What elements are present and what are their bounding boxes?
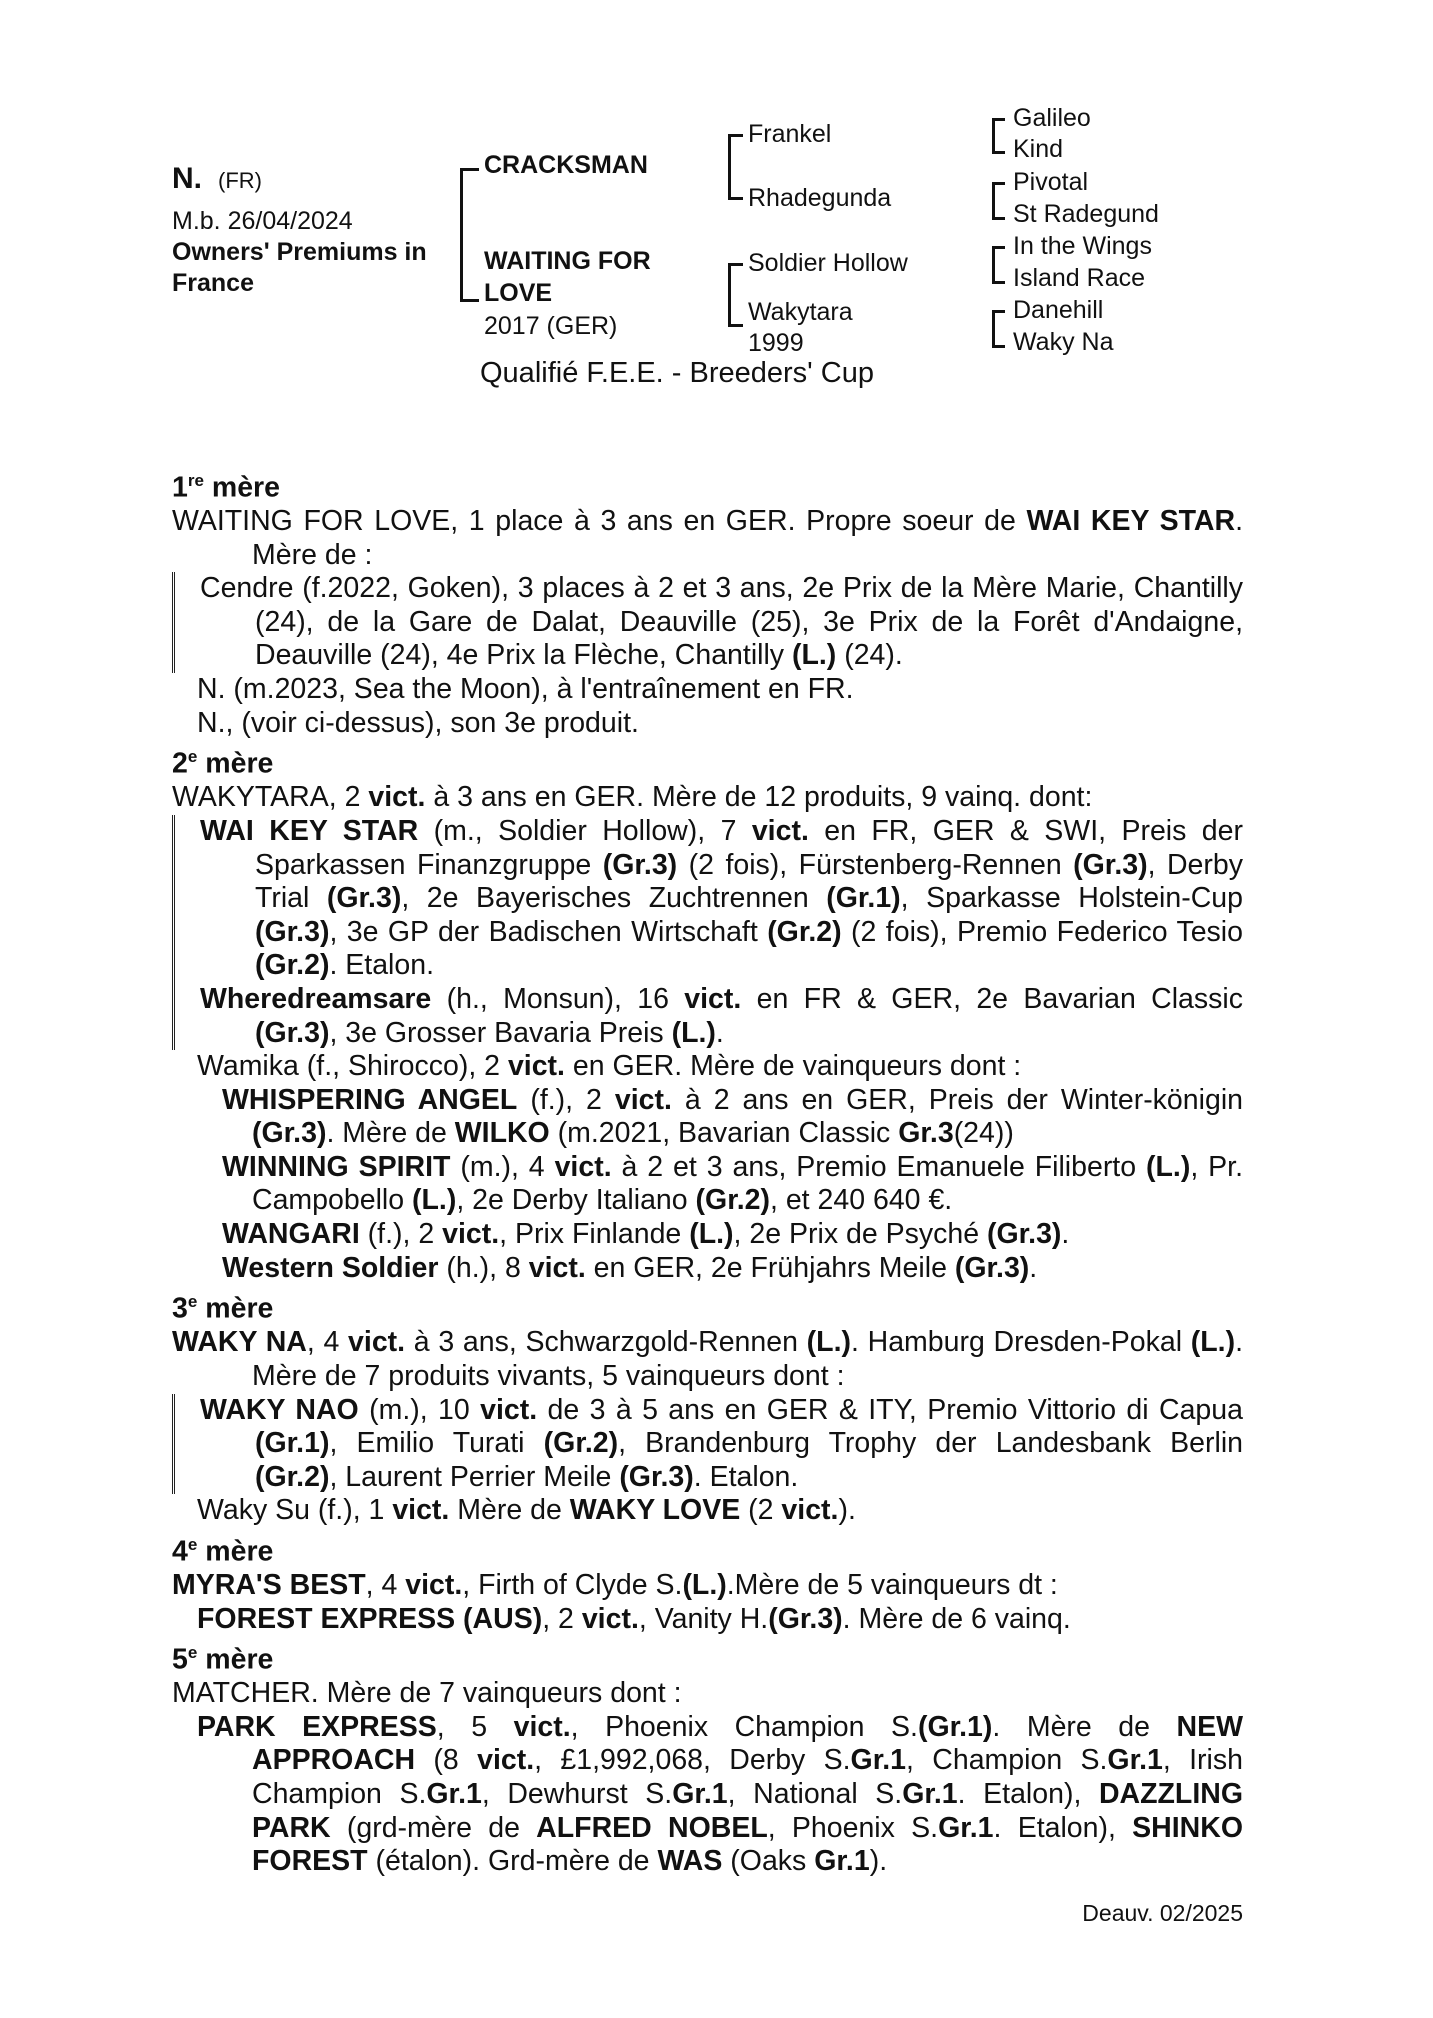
grandsire-8: Waky Na	[1013, 328, 1114, 356]
section-heading: 2e mère	[172, 747, 274, 780]
premium-label-2: France	[172, 269, 254, 297]
grandsire-3: Pivotal	[1013, 168, 1089, 196]
pedigree-bracket-main	[460, 168, 479, 302]
pedigree-paragraph: WAI KEY STAR (m., Soldier Hollow), 7 vict. en FR, GER & SWI, Preis der Sparkassen Finanzgruppe (Gr.3) (2 fois), Fürstenberg-Rennen (Gr.3), Derby Trial (Gr.3), 2e Bayerisches Zuchtrennen (Gr.1), Sparkasse Holstein-Cup (Gr.3), 3e GP der Badischen Wirtschaft (Gr.2) (2 fois), Premio Federico Tesio (Gr.2). Etalon.	[172, 815, 1243, 983]
grandsire-6: Island Race	[1013, 264, 1146, 292]
dam-dam-year: 1999	[748, 329, 804, 357]
dam-name: WAITING FOR	[484, 247, 651, 275]
section-heading: 4e mère	[172, 1534, 274, 1568]
pedigree-paragraph: Waky Su (f.), 1 vict. Mère de WAKY LOVE (2 vict.).	[197, 1494, 856, 1527]
dam-sire: Soldier Hollow	[748, 249, 908, 277]
footer-date: Deauv. 02/2025	[1082, 1900, 1243, 1926]
sire-dam: Rhadegunda	[748, 184, 892, 212]
pedigree-paragraph: WAITING FOR LOVE, 1 place à 3 ans en GER. Propre soeur de WAI KEY STAR. Mère de :	[172, 505, 1243, 571]
pedigree-paragraph: MATCHER. Mère de 7 vainqueurs dont :	[172, 1677, 682, 1710]
pedigree-bracket-dam	[728, 263, 743, 327]
sire-sire: Frankel	[748, 120, 832, 148]
horse-origin: (FR)	[218, 168, 262, 193]
pedigree-paragraph: Cendre (f.2022, Goken), 3 places à 2 et 3 ans, 2e Prix de la Mère Marie, Chantilly (24), de la Gare de Dalat, Deauville (25), 3e Prix de la Forêt d'Andaigne, Deauville (24), 4e Prix la Flèche, Chantilly (L.) (24).	[172, 572, 1243, 673]
horse-name-text: N.	[172, 162, 202, 195]
horse-name	[172, 162, 202, 196]
section-heading: 1re mère	[172, 471, 280, 504]
qualification-line: Qualifié F.E.E. - Breeders' Cup	[480, 357, 874, 389]
dam-name-2: LOVE	[484, 279, 553, 307]
pedigree-paragraph: PARK EXPRESS, 5 vict., Phoenix Champion S.(Gr.1). Mère de NEW APPROACH (8 vict., £1,992,068, Derby S.Gr.1, Champion S.Gr.1, Irish Champion S.Gr.1, Dewhurst S.Gr.1, National S.Gr.1. Etalon), DAZZLING PARK (grd-mère de ALFRED NOBEL, Phoenix S.Gr.1. Etalon), SHINKO FOREST (étalon). Grd-mère de WAS (Oaks Gr.1).	[197, 1710, 1243, 1878]
grandsire-1: Galileo	[1013, 104, 1091, 132]
pedigree-paragraph: WAKY NA, 4 vict. à 3 ans, Schwarzgold-Rennen (L.). Hamburg Dresden-Pokal (L.). Mère de 7 produits vivants, 5 vainqueurs dont :	[172, 1326, 1243, 1392]
pedigree-paragraph: WHISPERING ANGEL (f.), 2 vict. à 2 ans en GER, Preis der Winter-königin (Gr.3). Mère de WILKO (m.2021, Bavarian Classic Gr.3(24))	[222, 1083, 1243, 1150]
section-heading: 5e mère	[172, 1643, 274, 1676]
pedigree-paragraph: Wamika (f., Shirocco), 2 vict. en GER. Mère de vainqueurs dont :	[197, 1050, 1022, 1083]
pedigree-bracket-g2	[992, 182, 1005, 220]
pedigree-bracket-g4	[992, 310, 1005, 348]
pedigree-paragraph: MYRA'S BEST, 4 vict., Firth of Clyde S.(L.).Mère de 5 vainqueurs dt :	[172, 1569, 1058, 1601]
dam-lines	[172, 464, 1243, 1879]
dam-year: 2017 (GER)	[484, 312, 618, 340]
pedigree-bracket-sire	[728, 134, 743, 200]
pedigree-bracket-g3	[992, 246, 1005, 284]
pedigree-paragraph: WAKYTARA, 2 vict. à 3 ans en GER. Mère de 12 produits, 9 vainq. dont:	[172, 781, 1093, 814]
grandsire-5: In the Wings	[1013, 232, 1152, 260]
premium-label: Owners' Premiums in	[172, 238, 427, 266]
pedigree-paragraph: WINNING SPIRIT (m.), 4 vict. à 2 et 3 ans, Premio Emanuele Filiberto (L.), Pr. Campobello (L.), 2e Derby Italiano (Gr.2), et 240 640 €.	[222, 1150, 1243, 1217]
sire-name: CRACKSMAN	[484, 151, 648, 179]
pedigree-paragraph: N. (m.2023, Sea the Moon), à l'entraînement en FR.	[197, 673, 854, 706]
grandsire-7: Danehill	[1013, 296, 1104, 324]
pedigree-paragraph: WANGARI (f.), 2 vict., Prix Finlande (L.), 2e Prix de Psyché (Gr.3).	[222, 1218, 1070, 1251]
section-heading: 3e mère	[172, 1292, 274, 1325]
pedigree-paragraph: WAKY NAO (m.), 10 vict. de 3 à 5 ans en GER & ITY, Premio Vittorio di Capua (Gr.1), Emilio Turati (Gr.2), Brandenburg Trophy der Landesbank Berlin (Gr.2), Laurent Perrier Meile (Gr.3). Etalon.	[172, 1394, 1243, 1495]
birth-info: M.b. 26/04/2024	[172, 207, 353, 235]
dam-dam: Wakytara	[748, 298, 853, 326]
pedigree-paragraph: N., (voir ci-dessus), son 3e produit.	[197, 706, 639, 739]
pedigree-paragraph: FOREST EXPRESS (AUS), 2 vict., Vanity H.(Gr.3). Mère de 6 vainq.	[197, 1602, 1071, 1635]
grandsire-2: Kind	[1013, 135, 1064, 163]
pedigree-paragraph: Wheredreamsare (h., Monsun), 16 vict. en FR & GER, 2e Bavarian Classic (Gr.3), 3e Grosser Bavaria Preis (L.).	[172, 983, 1243, 1050]
pedigree-paragraph: Western Soldier (h.), 8 vict. en GER, 2e Frühjahrs Meile (Gr.3).	[222, 1251, 1038, 1284]
grandsire-4: St Radegund	[1013, 200, 1159, 228]
pedigree-bracket-g1	[992, 118, 1005, 154]
